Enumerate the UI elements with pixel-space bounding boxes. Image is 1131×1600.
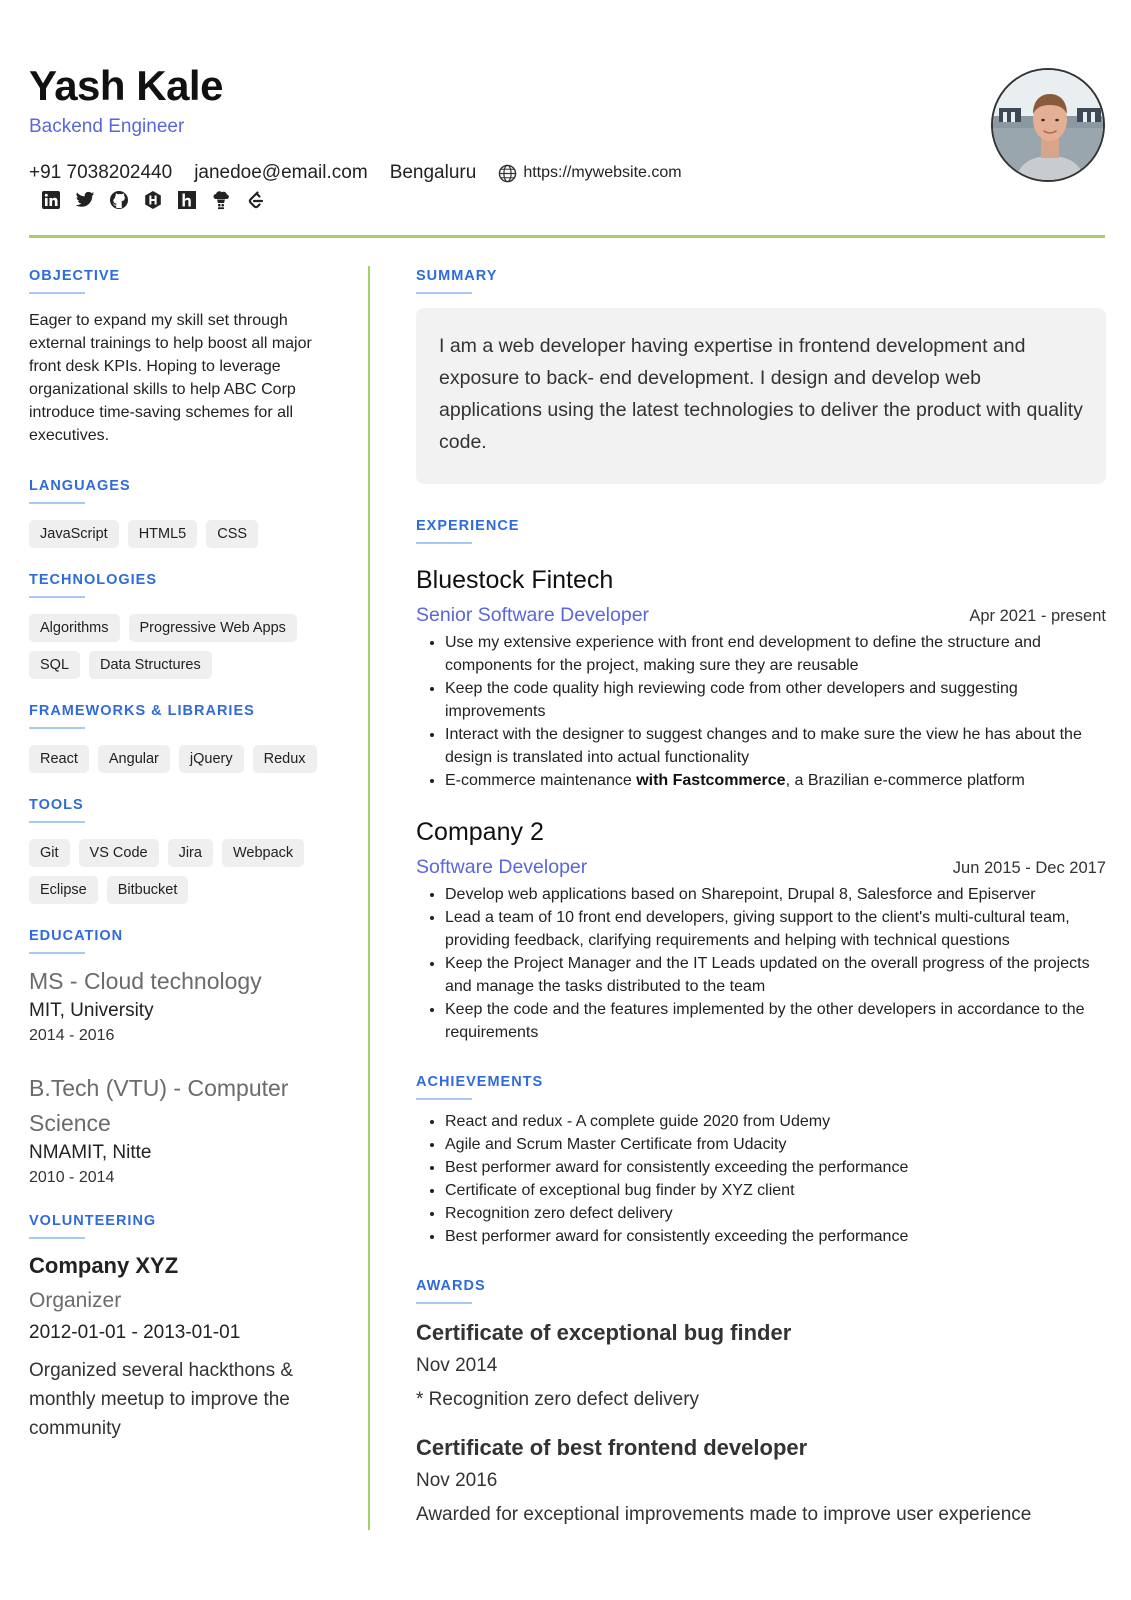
institution-name: NMAMIT, Nitte xyxy=(29,1142,152,1163)
achievement-item: • Certificate of exceptional bug finder by XYZ client xyxy=(445,1179,1106,1202)
email-text[interactable]: janedoe@email.com xyxy=(194,162,368,183)
achievement-item: • Best performer award for consistently exceeding the performance xyxy=(445,1156,1106,1179)
skill-tag: JavaScript xyxy=(29,520,119,548)
contact-bar xyxy=(29,162,726,184)
experience-item xyxy=(416,566,1106,792)
award-date: Nov 2014 xyxy=(416,1355,498,1376)
section-heading: EDUCATION xyxy=(29,928,124,944)
job-bullet: • Keep the code quality high reviewing code from other developers and suggesting improvements xyxy=(445,677,1106,723)
job-title-row xyxy=(416,604,1106,627)
company-name: Bluestock Fintech xyxy=(416,566,614,594)
job-dates: Jun 2015 - Dec 2017 xyxy=(952,859,1106,877)
codechef-icon[interactable] xyxy=(210,189,232,211)
section-heading: FRAMEWORKS & LIBRARIES xyxy=(29,703,255,719)
volunteering-section xyxy=(29,1213,334,1443)
experience-section xyxy=(416,518,1106,1044)
education-section xyxy=(29,928,334,1187)
achievement-item: • React and redux - A complete guide 2020 from Udemy xyxy=(445,1110,1106,1133)
heading-underline xyxy=(29,727,85,729)
volunteer-company: Company XYZ xyxy=(29,1253,179,1278)
achievement-item: • Agile and Scrum Master Certificate from Udacity xyxy=(445,1133,1106,1156)
skill-tag: Angular xyxy=(98,745,170,773)
heading-underline xyxy=(29,952,85,954)
technologies-section xyxy=(29,572,334,679)
job-bullet: • Interact with the designer to suggest changes and to make sure the view he has about the design is translated into actual functionality xyxy=(445,723,1106,769)
heading-underline xyxy=(416,542,472,544)
website-link[interactable] xyxy=(498,164,703,183)
award-description: * Recognition zero defect delivery xyxy=(416,1389,700,1410)
section-heading: LANGUAGES xyxy=(29,478,131,494)
section-heading: TOOLS xyxy=(29,797,84,813)
twitter-icon[interactable] xyxy=(74,189,96,211)
achievements-section xyxy=(416,1074,1106,1248)
volunteer-role: Organizer xyxy=(29,1289,122,1312)
heading-underline xyxy=(416,1302,472,1304)
job-bullet: • Lead a team of 10 front end developers, giving support to the client's multi-cultural team, providing feedback, clarifying requirements and helping with technical questions xyxy=(445,906,1106,952)
skill-tags xyxy=(29,745,334,773)
skill-tag: Progressive Web Apps xyxy=(129,614,297,642)
skill-tag: React xyxy=(29,745,89,773)
degree-title: MS - Cloud technology xyxy=(29,968,262,994)
volunteer-dates: 2012-01-01 - 2013-01-01 xyxy=(29,1322,241,1343)
award-item xyxy=(416,1320,1106,1411)
section-heading: EXPERIENCE xyxy=(416,518,520,534)
skill-tag: Bitbucket xyxy=(107,876,189,904)
job-bullets xyxy=(416,631,1106,792)
objective-text: Eager to expand my skill set through external trainings to help boost all major front desk KPIs. Hoping to leverage organizational skills to help ABC Corp introduce time-saving schemes for all executives. xyxy=(29,312,312,444)
skill-tag: jQuery xyxy=(179,745,244,773)
location-text: Bengaluru xyxy=(389,162,477,183)
leetcode-icon[interactable] xyxy=(244,189,266,211)
award-description: Awarded for exceptional improvements made to improve user experience xyxy=(416,1504,1032,1525)
heading-underline xyxy=(416,1098,472,1100)
job-bullet: • Use my extensive experience with front end development to define the structure and components for the project, making sure they are reusable xyxy=(445,631,1106,677)
section-heading: AWARDS xyxy=(416,1278,486,1294)
award-title: Certificate of best frontend developer xyxy=(416,1435,808,1460)
linkedin-icon[interactable] xyxy=(40,189,62,211)
hashnode-icon[interactable] xyxy=(142,189,164,211)
skill-tag: Jira xyxy=(168,839,213,867)
job-bullet: • Keep the Project Manager and the IT Leads updated on the overall progress of the projects and manage the tasks distributed to the team xyxy=(445,952,1106,998)
heading-underline xyxy=(29,596,85,598)
award-item xyxy=(416,1435,1106,1526)
job-bullet xyxy=(445,769,1106,792)
job-title: Software Developer xyxy=(416,856,588,878)
award-title: Certificate of exceptional bug finder xyxy=(416,1320,792,1345)
achievement-list xyxy=(416,1110,1106,1248)
skill-tag: Git xyxy=(29,839,70,867)
objective-section xyxy=(29,268,334,447)
heading-underline xyxy=(416,292,472,294)
job-title-row xyxy=(416,856,1106,879)
hackerrank-icon[interactable] xyxy=(176,189,198,211)
tools-section xyxy=(29,797,334,904)
github-icon[interactable] xyxy=(108,189,130,211)
left-column xyxy=(29,268,334,1443)
skill-tag: HTML5 xyxy=(128,520,198,548)
job-dates: Apr 2021 - present xyxy=(969,607,1106,625)
achievement-item: • Recognition zero defect delivery xyxy=(445,1202,1106,1225)
section-heading: SUMMARY xyxy=(416,268,498,284)
bullet-text: E-commerce maintenance xyxy=(445,772,637,789)
job-bullet: • Keep the code and the features implemented by the other developers in accordance to the requirements xyxy=(445,998,1106,1044)
frameworks-section xyxy=(29,703,334,773)
languages-section xyxy=(29,478,334,548)
heading-underline xyxy=(29,292,85,294)
skill-tag: SQL xyxy=(29,651,80,679)
heading-underline xyxy=(29,1237,85,1239)
volunteer-description: Organized several hackthons & monthly meetup to improve the community xyxy=(29,1360,294,1439)
section-heading: VOLUNTEERING xyxy=(29,1213,157,1229)
summary-section xyxy=(416,268,1106,484)
right-column xyxy=(416,268,1106,1526)
education-item xyxy=(29,964,334,1045)
skill-tag: Redux xyxy=(253,745,317,773)
skill-tag: VS Code xyxy=(79,839,159,867)
company-name: Company 2 xyxy=(416,818,544,846)
degree-title: B.Tech (VTU) - Computer Science xyxy=(29,1075,289,1136)
header-divider xyxy=(29,235,1105,238)
social-links xyxy=(40,189,266,211)
awards-section xyxy=(416,1278,1106,1526)
institution-name: MIT, University xyxy=(29,1000,154,1021)
phone-text: +91 7038202440 xyxy=(29,162,173,183)
section-heading: ACHIEVEMENTS xyxy=(416,1074,544,1090)
website-text: https://mywebsite.com xyxy=(523,164,682,181)
skill-tags xyxy=(29,839,334,904)
award-date: Nov 2016 xyxy=(416,1470,498,1491)
skill-tag: CSS xyxy=(206,520,258,548)
job-bullets xyxy=(416,883,1106,1044)
section-heading: OBJECTIVE xyxy=(29,268,121,284)
globe-icon xyxy=(498,164,517,183)
skill-tags xyxy=(29,614,334,679)
education-dates: 2010 - 2014 xyxy=(29,1169,115,1186)
job-title: Senior Software Developer xyxy=(416,604,650,626)
education-dates: 2014 - 2016 xyxy=(29,1027,115,1044)
heading-underline xyxy=(29,821,85,823)
bullet-text: , a Brazilian e-commerce platform xyxy=(785,772,1025,789)
skill-tag: Algorithms xyxy=(29,614,120,642)
job-bullet: • Develop web applications based on Sharepoint, Drupal 8, Salesforce and Episerver xyxy=(445,883,1106,906)
summary-text: I am a web developer having expertise in frontend development and exposure to back- end development. I design and develop web applications using the latest technologies to deliver the product with quality code. xyxy=(416,308,1106,484)
experience-item xyxy=(416,818,1106,1044)
achievement-item: • Best performer award for consistently exceeding the performance xyxy=(445,1225,1106,1248)
skill-tag: Eclipse xyxy=(29,876,98,904)
skill-tag: Data Structures xyxy=(89,651,212,679)
skill-tag: Webpack xyxy=(222,839,304,867)
heading-underline xyxy=(29,502,85,504)
column-divider xyxy=(368,266,370,1530)
candidate-role: Backend Engineer xyxy=(29,116,185,137)
candidate-name: Yash Kale xyxy=(29,62,223,109)
education-item xyxy=(29,1071,334,1187)
section-heading: TECHNOLOGIES xyxy=(29,572,158,588)
skill-tags xyxy=(29,520,334,548)
bullet-bold-text: with Fastcommerce xyxy=(636,772,786,789)
profile-photo xyxy=(991,68,1105,182)
